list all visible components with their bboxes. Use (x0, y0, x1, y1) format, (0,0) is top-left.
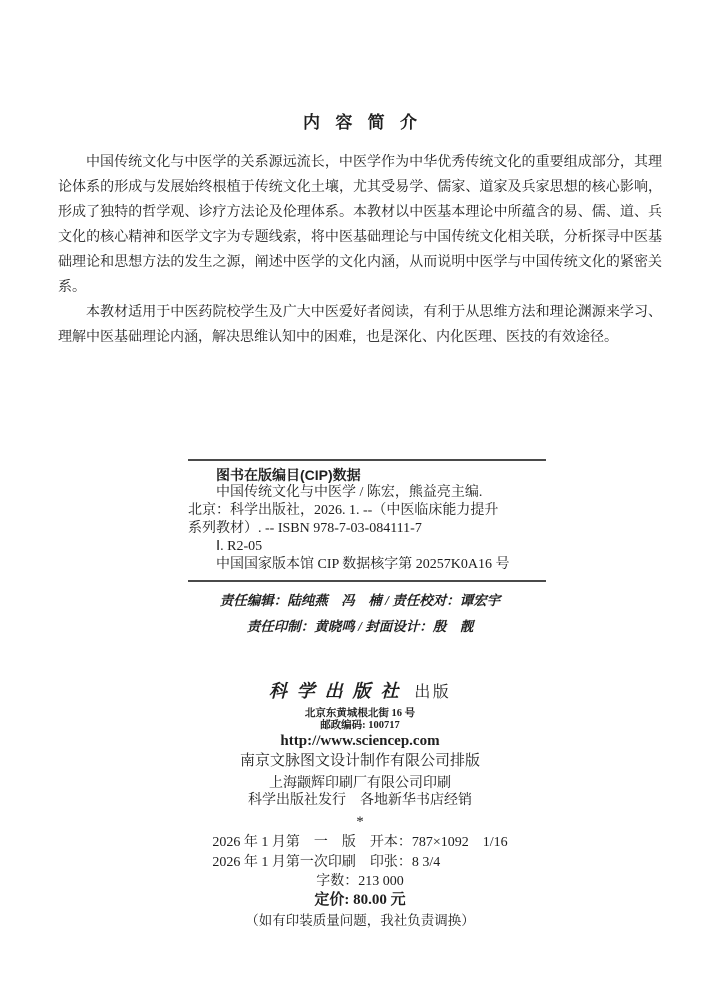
publisher-address: 北京东黄城根北街 16 号 (304, 708, 416, 719)
cip-publisher-line: 北京：科学出版社，2026. 1. --（中医临床能力提升 (188, 503, 499, 518)
printer-line: 上海颛辉印刷厂有限公司印刷 (269, 776, 451, 791)
summary-paragraph-2: 本教材适用于中医药院校学生及广大中医爱好者阅读，有利于从思维方法和理论渊源来学习、理解中医基础理论内涵，解决思维认知中的困难，也是深化、内化医理、医技的有效途径。 (58, 305, 662, 345)
summary-paragraph-1: 中国传统文化与中医学的关系源远流长，中医学作为中华优秀传统文化的重要组成部分，其理论体系的形成与发展始终根植于传统文化土壤，尤其受易学、儒家、道家及兵家思想的核心影响，形成了独特的哲学观、诊疗方法论及伦理体系。本教材以中医基本理论中所蕴含的易、儒、道、兵文化的核心精神和医学文字为专题线索，将中医基础理论与中国传统文化相关联，分析探寻中医基础理论和思想方法的发生之源，阐述中医学的文化内涵，从而说明中医学与中国传统文化的紧密关系。 (58, 155, 662, 295)
distribution-line: 科学出版社发行 各地新华书店经销 (248, 793, 472, 808)
staff-credits (0, 588, 720, 640)
typesetter-line: 南京文脉图文设计制作有限公司排版 (239, 753, 480, 769)
cip-registry-line: 中国国家版本馆 CIP 数据核字第 20257K0A16 号 (216, 557, 510, 572)
publisher-brand-line (0, 681, 720, 704)
edition-line-2: 2026 年 1 月第一次印刷 印张：8 3/4 (212, 855, 441, 870)
colophon-section (0, 681, 720, 930)
quality-exchange-note: （如有印装质量问题，我社负责调换） (245, 913, 475, 928)
publisher-suffix: 出版 (414, 684, 452, 701)
cip-classification: Ⅰ. R2-05 (216, 539, 263, 554)
price-line: 定价: 80.00 元 (314, 892, 406, 908)
publisher-website: http://www.sciencep.com (280, 733, 440, 749)
credits-editors-line: 责任编辑：陆纯燕 冯 楠 / 责任校对：谭宏宇 (219, 593, 501, 608)
cip-series-isbn-line: 系列教材）. -- ISBN 978-7-03-084111-7 (188, 521, 422, 536)
edition-line-1: 2026 年 1 月第 一 版 开本：787×1092 1/16 (212, 835, 508, 850)
word-count-line: 字数：213 000 (316, 874, 404, 889)
publisher-postcode: 邮政编码: 100717 (320, 720, 400, 731)
cip-title-line: 中国传统文化与中医学 / 陈宏，熊益亮主编. (216, 485, 483, 500)
credits-print-design-line: 责任印制：黄晓鸣 / 封面设计：殷 靓 (246, 619, 474, 634)
content-summary-title: 内容简介 (303, 113, 433, 132)
cip-heading: 图书在版编目(CIP)数据 (216, 467, 361, 483)
asterisk-separator: * (356, 814, 364, 830)
cip-data-block (188, 459, 546, 582)
content-summary-section (58, 108, 662, 350)
edition-block (212, 833, 507, 873)
publisher-logo-text: 科学出版社 (268, 681, 409, 702)
